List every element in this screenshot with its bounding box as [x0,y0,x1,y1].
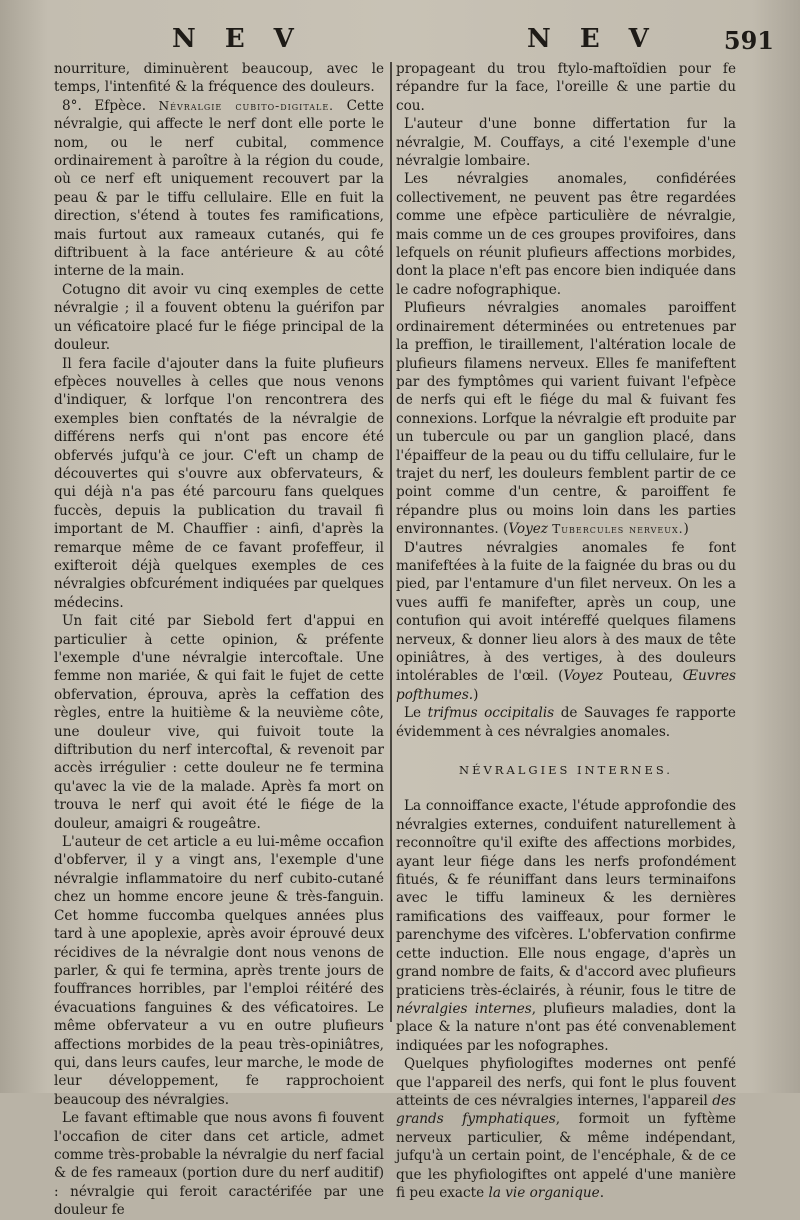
left-column [54,60,384,1220]
paragraph: propageant du trou ftylo-maftoïdien pour fe répandre fur la face, l'oreille & une partie du cou. [396,61,736,114]
paragraph: Un fait cité par Siebold fert d'appui en particulier à cette opinion, & préfente l'exemple d'une névralgie intercoftale. Une femme non mariée, & qui fait le fujet de cette obfervation, éprouva, après la ceffation des règles, entre la huitième & la neuvième côte, une douleur vive, qui fuivoit toute la diftribution du nerf intercoftal, & revenoit par accès irrégulier : cette douleur ne fe termina qu'avec la vie de la malade. Après fa mort on trouva le nerf qui avoit été le fiége de la douleur, amaigri & rougeâtre. [54,613,384,832]
right-running-head: N E V [527,24,659,54]
left-running-head: N E V [172,24,304,54]
cross-reference-voyez: Voyez [563,668,604,685]
paragraph: Le favant eftimable que nous avons fi fouvent l'occafion de citer dans cet article, admet comme très-probable la névralgie du nerf facial & de fes rameaux (portion dure du nerf auditif) : névralgie qui feroit caractérifée par une douleur fe [54,1110,384,1219]
paragraph-text: . [599,1184,605,1201]
work-title: Œuvres pofthumes. [396,668,736,703]
paragraph-text: Cette névralgie, qui affecte le nerf dont elle porte le nom, ou le nerf cubital, commence ordinairement à paroître à la région du coude, où ce nerf eft uniquement recouvert par la peau & par le tiffu cellulaire. Elle en fuit la direction, s'étend à toutes fes ramifications, mais furtout aux rameaux cutanés, qui fe diftribuent à la face antérieure & au côté interne de la main. [54,97,384,280]
right-column [396,60,736,1202]
species-number: 8°. Efpèce. [62,97,159,114]
italic-term: névralgies internes [396,1000,532,1017]
page-number: 591 [723,26,774,55]
paragraph: nourriture, diminuèrent beaucoup, avec le temps, l'intenfité & la fréquence des douleurs. [54,61,384,96]
paragraph: L'auteur de cet article a eu lui-même occafion d'obferver, il y a vingt ans, l'exemple d'une névralgie inflammatoire du nerf cubito-cutané chez un homme encore jeune & très-fanguin. Cet homme fuccomba quelques années plus tard à une apoplexie, après avoir éprouvé deux récidives de la névralgie dont nous venons de parler, & qui fe termina, après trente jours de fouffrances horribles, par l'emploi réitéré des évacuations fanguines & des véficatoires. Le même obfervateur a vu en outre plufieurs affections morbides de la peau très-opiniâtres, qui, dans leurs caufes, leur marche, le mode de leur développement, fe rapprochoient beaucoup des névralgies. [54,834,384,1108]
species-title: Névralgie cubito-digitale. [158,98,334,113]
column-divider [390,62,392,1022]
paragraph-text: La connoiffance exacte, l'étude approfondie des névralgies externes, conduifent naturellement à reconnoître qu'il exifte des affections morbides, ayant leur fiége dans les nerfs profondément fitués, & fe réuniffant dans leurs terminaifons avec le tiffu lamineux & les dernières ramifications des vaiffeaux, pour former le parenchyme des vifcères. L'obfervation confirme cette induction. Elle nous engage, d'après un grand nombre de faits, & d'accord avec plufieurs praticiens très-éclairés, à réunir, fous le titre de [396,798,736,999]
latin-term: trifmus occipitalis [427,705,555,722]
italic-term: des grands fymphatiques [396,1092,736,1128]
paragraph: Il fera facile d'ajouter dans la fuite plufieurs efpèces nouvelles à celles que nous venons d'indiquer, & lorfque l'on rencontrera des exemples bien conftatés de la névralgie de différens nerfs qui n'ont pas encore été obfervés jufqu'à ce jour. C'eft un champ de découvertes qui s'ouvre aux obfervateurs, & qui déjà n'a pas été parcouru fans quelques fuccès, depuis la publication du travail fi important de M. Chauffier : ainfi, d'après la remarque même de ce favant profeffeur, il exifteroit déjà quelques exemples de ces névralgies obfcurément indiquées par quelques médecins. [54,355,384,611]
paragraph: Les névralgies anomales, confidérées collectivement, ne peuvent pas être regardées comme une efpèce particulière de névralgie, mais comme un de ces groupes provifoires, dans lefquels on réunit plufieurs affections morbides, dont la place n'eft pas encore bien indiquée dans le cadre nofographique. [396,171,736,298]
paragraph-text: , plufieurs maladies, dont la place & la nature n'ont pas été convenablement indiquées par les nofographes. [396,1000,736,1054]
section-heading: NÉVRALGIES INTERNES. [459,763,673,778]
italic-term: la vie organique [488,1184,600,1201]
paragraph-species-8 [54,97,384,281]
paragraph-text: Plufieurs névralgies anomales paroiffent ordinairement déterminées ou entretenues par la preffion, le tiraillement, l'altération locale de plufieurs filamens nerveux. Elles fe manifeftent par des fymptômes qui varient fuivant l'efpèce de nerfs qui eft le fiége du mal & fuivant fes connexions. Lorfque la névralgie eft produite par un tubercule ou par un ganglion placé, dans l'épaiffeur de la peau ou du tiffu cellulaire, fur le trajet du nerf, les douleurs femblent partir de ce point comme d'un centre, & paroiffent fe répandre plus ou moins loin dans les parties environnantes. ( [396,300,736,538]
running-header [0,24,800,58]
paragraph-text: Quelques phyfiologiftes modernes ont penfé que l'appareil des nerfs, qui font le plus fouvent atteints de ces névralgies internes, l'appareil [396,1056,736,1109]
paragraph-text: D'autres névralgies anomales fe font manifeftées à la fuite de la faignée du bras ou du pied, par l'entamure d'un filet nerveux. On les a vues auffi fe manifefter, après un coup, une contufion qui avoit intéreffé quelques filamens nerveux, & donner lieu alors à des maux de tête opiniâtres, à des vertiges, à des douleurs intolérables de l'œil. ( [396,539,736,685]
author-name: Pouteau, [603,668,683,685]
paragraph [396,797,736,1055]
paragraph: L'auteur d'une bonne differtation fur la névralgie, M. Couffays, a cité l'exemple d'une névralgie lombaire. [396,116,736,170]
paragraph-text: , formoit un fyftème nerveux particulier, & même indépendant, jufqu'à un certain point, de l'encéphale, & de ce que les phyfiologiftes ont appelé d'une manière fi peu exacte [396,1111,737,1201]
paren: ) [683,521,689,538]
cross-reference-target: Tubercules nerveux. [552,522,684,537]
paragraph-text: Le [404,705,428,722]
paren: ) [473,686,479,703]
paragraph [396,704,736,741]
cross-reference-voyez: Voyez [508,521,548,538]
paragraph [396,299,736,538]
paragraph [396,1055,736,1202]
paragraph [396,539,736,705]
paragraph: Cotugno dit avoir vu cinq exemples de cette névralgie ; il a fouvent obtenu la guérifon par un véficatoire placé fur le fiége principal de la douleur. [54,281,384,354]
paragraph-text: de Sauvages fe rapporte évidemment à ces névralgies anomales. [396,705,736,740]
